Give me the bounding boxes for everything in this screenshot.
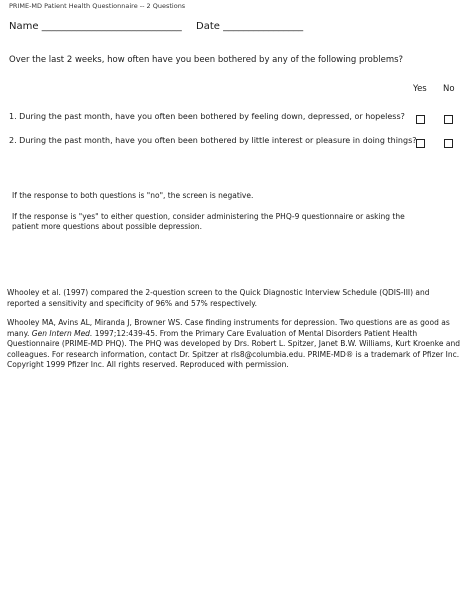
citation-details-copyright: 1997;12:439-45. From the Primary Care Evaluation of Mental Disorders Patient Health Questionnaire (PRIME-MD PHQ). The PHQ was developed by Drs. Robert L. Spitzer, Janet B.W. Williams, Kurt Kroenke and colleagues. For research information, contact Dr. Spitzer at rls8@columbia.edu. PRIME-MD® is a trademark of Pfizer Inc. Copyright 1999 Pfizer Inc. All rights reserved. Reproduced with permission. [7, 328, 460, 369]
scoring-note-negative: If the response to both questions is "no", the screen is negative. [12, 190, 254, 200]
question-2-yes-checkbox[interactable] [416, 139, 425, 148]
no-column-header: No [443, 84, 455, 94]
reference-citation-copyright [7, 318, 467, 371]
date-label: Date [196, 21, 220, 32]
citation-journal: Gen Intern Med. [31, 328, 93, 338]
document-header-title: PRIME-MD Patient Health Questionnaire -- 2 Questions [9, 2, 186, 10]
name-blank-line: ____________________________ [41, 21, 182, 32]
question-2-no-checkbox[interactable] [444, 139, 453, 148]
scoring-note-positive: If the response is "yes" to either question, consider administering the PHQ-9 questionnaire or asking the patient more questions about possible depression. [12, 211, 405, 231]
name-label: Name [9, 21, 39, 32]
date-blank-line: ________________ [223, 21, 304, 32]
citation-authors-title: Whooley MA, Avins AL, Miranda J, Browner WS. Case finding instruments for depression. Two questions are as good as many. [7, 318, 450, 338]
questionnaire-intro: Over the last 2 weeks, how often have you been bothered by any of the following problems? [9, 55, 404, 65]
date-field[interactable] [196, 21, 303, 32]
question-2-text: 2. During the past month, have you often been bothered by little interest or pleasure in doing things? [9, 136, 417, 145]
question-1-text: 1. During the past month, have you often been bothered by feeling down, depressed, or hopeless? [9, 112, 405, 121]
scoring-note [12, 180, 432, 243]
yes-column-header: Yes [413, 84, 427, 94]
name-field[interactable] [9, 21, 182, 32]
question-1-yes-checkbox[interactable] [416, 115, 425, 124]
question-1-no-checkbox[interactable] [444, 115, 453, 124]
reference-whooley-validation: Whooley et al. (1997) compared the 2-question screen to the Quick Diagnostic Interview Schedule (QDIS-III) and reported a sensitivity and specificity of 96% and 57% respectively. [7, 288, 430, 308]
